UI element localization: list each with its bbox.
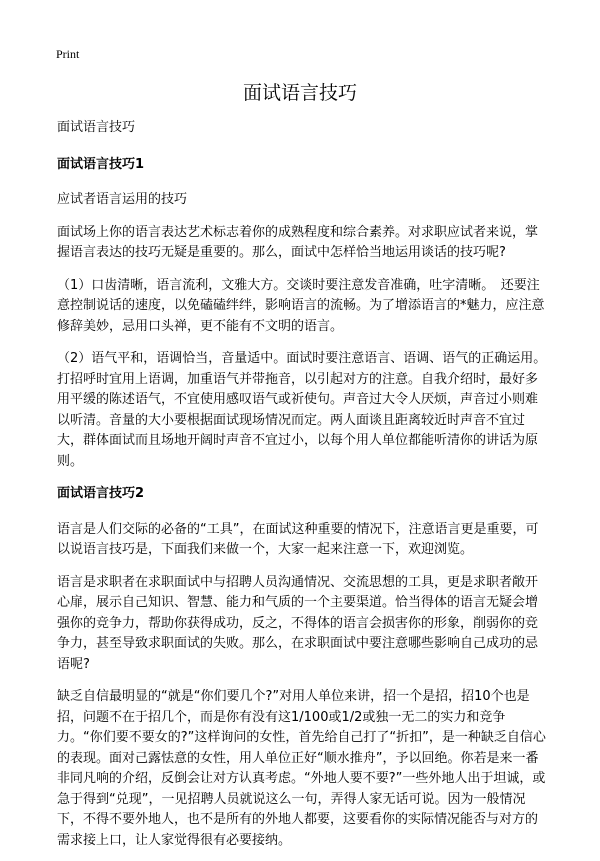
print-link[interactable]: Print <box>56 47 80 61</box>
section-heading-2: 面试语言技巧2 <box>57 486 145 501</box>
section-1-paragraph: 应试者语言运用的技巧 <box>57 192 188 207</box>
document-subtitle: 面试语言技巧 <box>57 120 136 135</box>
section-2-paragraph: 缺乏自信最明显的“就是“你们要几个?”对用人单位来讲，招一个是招，招10个也是招，问题不在于招几个，而是你有没有这1/100或1/2或独一无二的实力和竞争力。“你们要不要女的?”这样询问的女性，首先给自己打了“折扣”，是一种缺乏自信心的表现。面对己露怯意的女性，用人单位正好“顺水推舟”，予以回绝。你若是来一番非同凡响的介绍，反倒会让对方认真考虑。“外地人要不要?”一些外地人出于坦诚，或急于得到“兑现”，一见招聘人员就说这么一句，弄得人家无话可说。因为一般情况下，不得不要外地人，也不是所有的外地人都要，这要看你的实际情况能否与对方的需求接上口，让人家觉得很有必要接纳。 <box>57 689 546 848</box>
section-1-paragraph: （2）语气平和，语调恰当，音量适中。面试时要注意语言、语调、语气的正确运用。打招呼时宜用上语调，加重语气并带拖音，以引起对方的注意。自我介绍时，最好多用平缓的陈述语气，不宜使用感叹语气或祈使句。声音过大令人厌烦，声音过小则难以听清。音量的大小要根据面试现场情况而定。两人面谈且距离较近时声音不宜过大，群体面试而且场地开阔时声音不宜过小，以每个用人单位都能听清你的讲话为原则。 <box>57 351 547 469</box>
section-1-paragraph: 面试场上你的语言表达艺术标志着你的成熟程度和综合素养。对求职应试者来说，掌握语言表达的技巧无疑是重要的。那么，面试中怎样恰当地运用谈话的技巧呢? <box>57 224 539 260</box>
section-heading-1: 面试语言技巧1 <box>57 156 145 172</box>
section-2-paragraph: 语言是人们交际的必备的“工具”，在面试这种重要的情况下，注意语言更是重要，可以说语言技巧是，下面我们来做一个，大家一起来注意一下，欢迎浏览。 <box>57 521 539 557</box>
page-title: 面试语言技巧 <box>242 82 357 104</box>
section-2-paragraph: 语言是求职者在求职面试中与招聘人员沟通情况、交流思想的工具，更是求职者敞开心扉，展示自己知识、智慧、能力和气质的一个主要渠道。恰当得体的语言无疑会增强你的竞争力，帮助你获得成功，反之，不得体的语言会损害你的形象，削弱你的竞争力，甚至导致求职面试的失败。那么，在求职面试中要注意哪些影响自己成功的忌语呢? <box>57 574 539 672</box>
document-body <box>57 118 547 861</box>
section-1-paragraph: （1）口齿清晰，语言流利，文雅大方。交谈时要注意发音准确，吐字清晰。 还要注意控制说话的速度，以免磕磕绊绊，影响语言的流畅。为了增添语言的*魅力，应注意修辞美妙，忌用口头禅，更不能有不文明的语言。 <box>57 277 545 334</box>
